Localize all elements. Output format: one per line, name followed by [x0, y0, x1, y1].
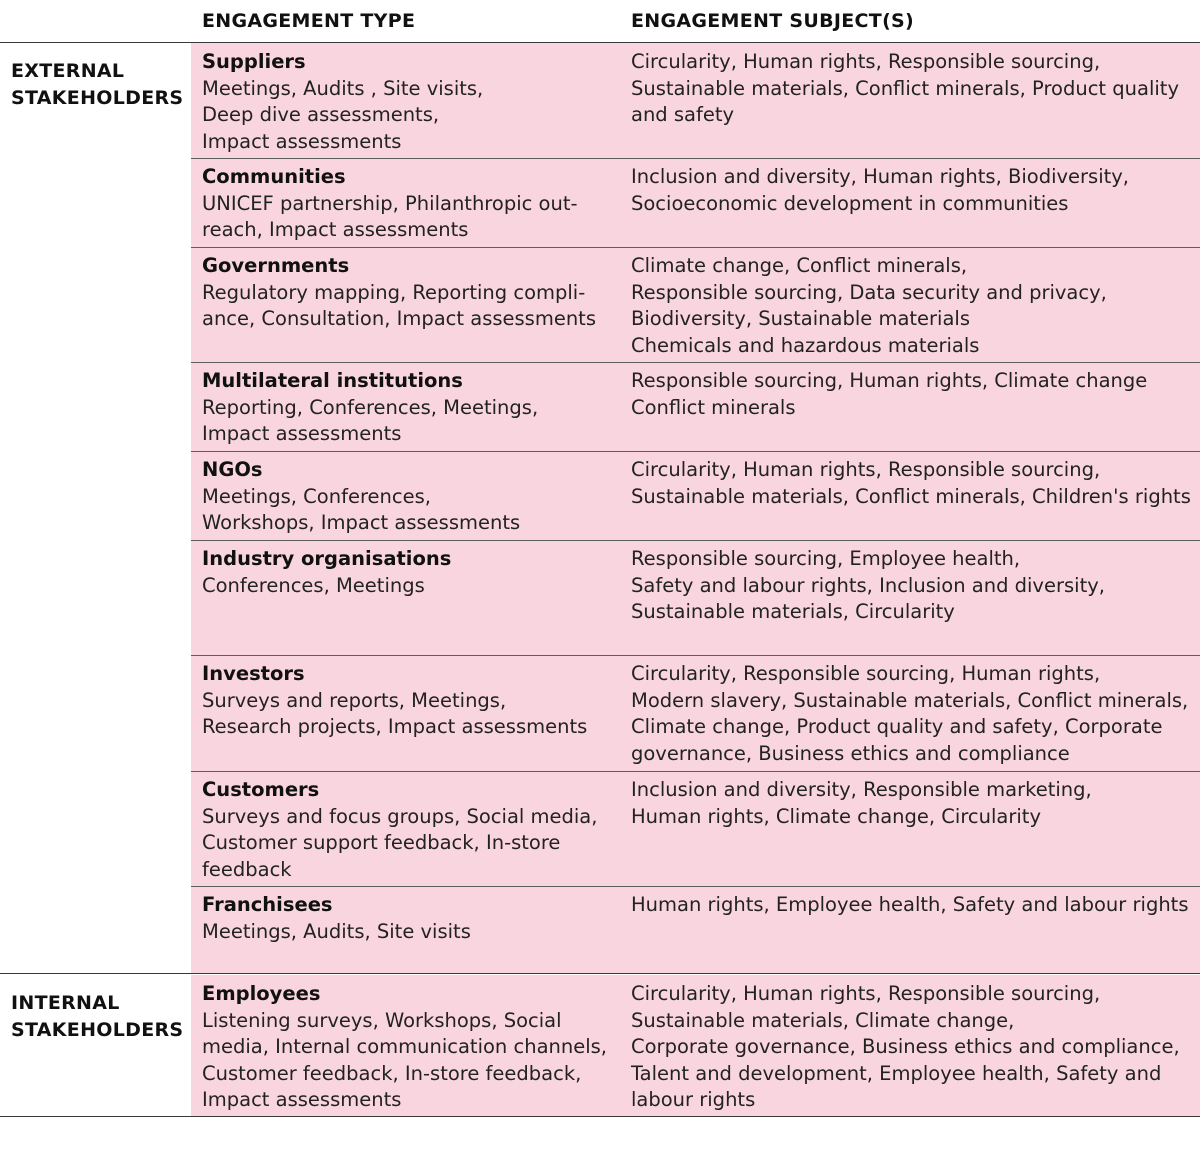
engagement-subject-line: Circularity, Human rights, Responsible sourcing,	[631, 982, 1101, 1005]
row-separator	[191, 362, 1200, 363]
row-separator	[191, 886, 1200, 887]
stakeholder-title: Employees	[202, 982, 321, 1005]
engagement-subject-line: labour rights	[631, 1088, 756, 1112]
engagement-subject-line: Inclusion and diversity, Human rights, Biodiversity,	[631, 165, 1130, 188]
engagement-type-line: Deep dive assessments,	[202, 103, 440, 127]
engagement-type-line: Reporting, Conferences, Meetings,	[202, 395, 539, 419]
engagement-subjects-cell	[631, 546, 1197, 626]
engagement-subject-line: Sustainable materials, Climate change,	[631, 1008, 1015, 1032]
engagement-subject-line: Climate change, Product quality and safety, Corporate	[631, 715, 1163, 739]
row-separator	[191, 451, 1200, 452]
group-label-line: INTERNAL	[11, 992, 120, 1014]
stakeholder-title: Industry organisations	[202, 547, 452, 570]
engagement-subjects-cell	[631, 49, 1197, 129]
engagement-subjects-cell	[631, 777, 1197, 830]
row-separator	[191, 655, 1200, 656]
engagement-subject-line: Human rights, Climate change, Circularity	[631, 804, 1041, 828]
group-divider	[0, 973, 1200, 974]
engagement-subject-line: Biodiversity, Sustainable materials	[631, 307, 970, 331]
stakeholder-title: Customers	[202, 778, 320, 801]
engagement-subject-line: Responsible sourcing, Employee health,	[631, 547, 1021, 570]
column-header-engagement-subjects: ENGAGEMENT SUBJECT(S)	[631, 10, 915, 32]
table-header	[0, 0, 1200, 43]
engagement-subject-line: Talent and development, Employee health, Safety and	[631, 1061, 1162, 1085]
group-label-line: STAKEHOLDERS	[11, 87, 184, 109]
engagement-subject-line: governance, Business ethics and compliance	[631, 741, 1070, 765]
engagement-type-line: feedback	[202, 857, 292, 881]
stakeholder-title: Franchisees	[202, 893, 333, 916]
engagement-type-line: Conferences, Meetings	[202, 573, 425, 597]
engagement-subjects-cell	[631, 457, 1197, 510]
engagement-subject-line: Safety and labour rights, Inclusion and diversity,	[631, 573, 1105, 597]
stakeholder-title: Investors	[202, 662, 305, 685]
engagement-type-line: Customer feedback, In-store feedback,	[202, 1061, 582, 1085]
engagement-subject-line: Socioeconomic development in communities	[631, 191, 1069, 215]
engagement-type-line: Listening surveys, Workshops, Social	[202, 1008, 562, 1032]
column-header-engagement-type: ENGAGEMENT TYPE	[202, 10, 416, 32]
engagement-subject-line: Responsible sourcing, Data security and privacy,	[631, 280, 1107, 304]
engagement-subject-line: Modern slavery, Sustainable materials, Conflict minerals,	[631, 688, 1189, 712]
engagement-subjects-cell	[631, 981, 1197, 1114]
engagement-type-line: Regulatory mapping, Reporting compli-	[202, 280, 586, 304]
group-label-line: STAKEHOLDERS	[11, 1019, 184, 1041]
engagement-type-line: Meetings, Audits , Site visits,	[202, 76, 484, 100]
engagement-subjects-cell	[631, 368, 1197, 421]
engagement-subjects-cell	[631, 892, 1197, 919]
engagement-type-line: Surveys and focus groups, Social media,	[202, 804, 598, 828]
engagement-subject-line: Conflict minerals	[631, 395, 796, 419]
engagement-type-line: Meetings, Conferences,	[202, 484, 431, 508]
engagement-subject-line: Responsible sourcing, Human rights, Climate change	[631, 369, 1148, 392]
stakeholder-title: Suppliers	[202, 50, 306, 73]
engagement-type-cell	[202, 49, 620, 155]
engagement-subjects-cell	[631, 661, 1197, 767]
row-separator	[191, 771, 1200, 772]
engagement-type-cell	[202, 546, 620, 599]
engagement-subject-line: Sustainable materials, Circularity	[631, 600, 955, 624]
group-label-internal	[11, 990, 183, 1044]
stakeholder-title: Multilateral institutions	[202, 369, 463, 392]
engagement-subject-line: and safety	[631, 103, 735, 127]
engagement-type-cell	[202, 981, 620, 1114]
stakeholder-title: Governments	[202, 254, 350, 277]
engagement-subject-line: Corporate governance, Business ethics and compliance,	[631, 1035, 1180, 1059]
engagement-type-cell	[202, 368, 620, 448]
stakeholder-title: NGOs	[202, 458, 263, 481]
engagement-type-cell	[202, 892, 620, 945]
engagement-type-line: UNICEF partnership, Philanthropic out-	[202, 191, 578, 215]
table-bottom-rule	[0, 1116, 1200, 1117]
engagement-subjects-cell	[631, 164, 1197, 217]
engagement-type-line: media, Internal communication channels,	[202, 1035, 608, 1059]
engagement-subject-line: Chemicals and hazardous materials	[631, 333, 980, 357]
engagement-type-line: Research projects, Impact assessments	[202, 715, 588, 739]
engagement-type-line: reach, Impact assessments	[202, 218, 469, 242]
engagement-subject-line: Climate change, Conflict minerals,	[631, 254, 968, 277]
row-separator	[191, 158, 1200, 159]
engagement-type-line: Surveys and reports, Meetings,	[202, 688, 507, 712]
group-label-external	[11, 58, 183, 112]
group-label-line: EXTERNAL	[11, 60, 125, 82]
stakeholder-title: Communities	[202, 165, 346, 188]
engagement-type-cell	[202, 661, 620, 741]
engagement-type-cell	[202, 457, 620, 537]
engagement-type-line: Meetings, Audits, Site visits	[202, 919, 471, 943]
engagement-subject-line: Circularity, Human rights, Responsible sourcing,	[631, 50, 1101, 73]
engagement-subject-line: Human rights, Employee health, Safety and labour rights	[631, 893, 1189, 916]
engagement-type-cell	[202, 164, 620, 244]
engagement-subjects-cell	[631, 253, 1197, 359]
engagement-type-line: Impact assessments	[202, 129, 402, 153]
engagement-subject-line: Sustainable materials, Conflict minerals, Children's rights	[631, 484, 1191, 508]
engagement-subject-line: Inclusion and diversity, Responsible marketing,	[631, 778, 1092, 801]
engagement-type-line: Workshops, Impact assessments	[202, 511, 521, 535]
engagement-type-line: Customer support feedback, In-store	[202, 831, 561, 855]
engagement-type-line: Impact assessments	[202, 422, 402, 446]
engagement-type-line: Impact assessments	[202, 1088, 402, 1112]
engagement-type-line: ance, Consultation, Impact assessments	[202, 307, 596, 331]
engagement-subject-line: Sustainable materials, Conflict minerals, Product quality	[631, 76, 1179, 100]
row-separator	[191, 247, 1200, 248]
row-separator	[191, 540, 1200, 541]
engagement-type-cell	[202, 253, 620, 333]
engagement-type-cell	[202, 777, 620, 883]
engagement-subject-line: Circularity, Responsible sourcing, Human rights,	[631, 662, 1101, 685]
engagement-subject-line: Circularity, Human rights, Responsible sourcing,	[631, 458, 1101, 481]
